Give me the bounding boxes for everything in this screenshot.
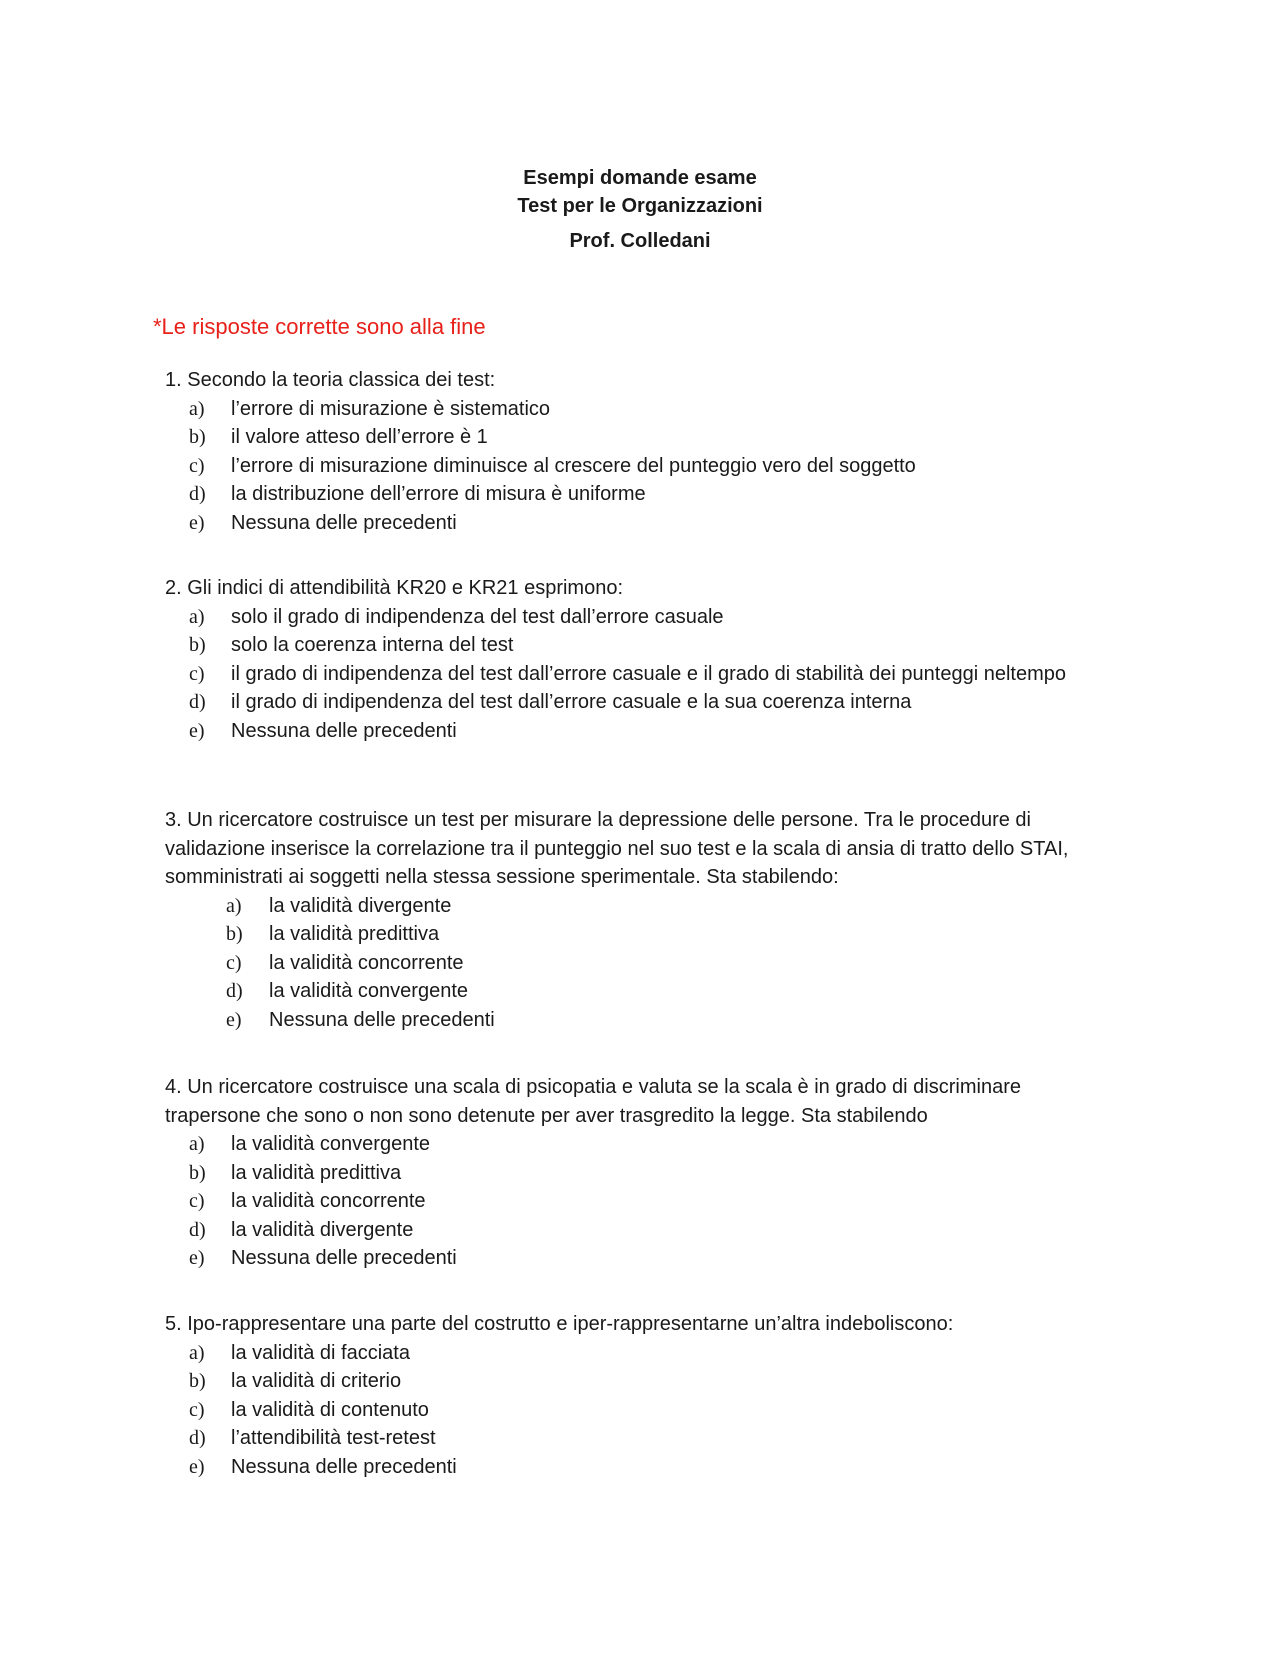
option-text: la validità predittiva (269, 923, 440, 945)
option-letter: e) (189, 1247, 205, 1269)
option-letter: b) (226, 923, 243, 945)
option-text: la validità di contenuto (231, 1398, 429, 1421)
option-letter: b) (189, 426, 206, 448)
option-c (165, 1396, 1095, 1425)
option-c (165, 660, 1095, 689)
question-text: 3. Un ricercatore costruisce un test per misurare la depressione delle persone. Tra le procedure di validazione inserisce la correlazione tra il punteggio nel suo test e la scala di ansia di tratto dello STAI, somministrati ai soggetti nella stessa sessione sperimentale. Sta stabilendo: (165, 809, 1069, 888)
document-title: Esempi domande esame (523, 167, 757, 189)
option-e (165, 1006, 1095, 1035)
option-a (165, 603, 1095, 632)
option-a (165, 1339, 1095, 1368)
options-list (165, 892, 1095, 1035)
option-text: il grado di indipendenza del test dall’errore casuale e la sua coerenza interna (231, 691, 912, 713)
options-list (165, 1339, 1095, 1482)
option-a (165, 395, 1095, 424)
option-letter: e) (189, 1455, 205, 1478)
question-text: 5. Ipo-rappresentare una parte del costrutto e iper-rappresentarne un’altra indeboliscono: (165, 1313, 954, 1335)
option-c (165, 452, 1095, 481)
option-letter: b) (189, 1161, 206, 1184)
option-text: Nessuna delle precedenti (231, 1455, 457, 1478)
options-list (165, 395, 1095, 538)
option-d (165, 977, 1095, 1006)
question-3 (165, 806, 1095, 1034)
option-letter: c) (189, 1398, 205, 1421)
option-text: la validità divergente (269, 894, 452, 917)
option-d (165, 1216, 1095, 1245)
question-text: 4. Un ricercatore costruisce una scala di psicopatia e valuta se la scala è in grado di discriminare trapersone che sono o non sono detenute per aver trasgredito la legge. Sta stabilendo (165, 1076, 1021, 1127)
option-e (165, 717, 1095, 746)
option-text: la validità predittiva (231, 1161, 402, 1184)
option-letter: d) (189, 483, 206, 505)
option-letter: b) (189, 1370, 206, 1392)
option-d (165, 480, 1095, 509)
course-title: Test per le Organizzazioni (517, 195, 763, 217)
option-letter: c) (226, 951, 242, 974)
option-letter: a) (189, 1341, 205, 1364)
option-text: la validità convergente (231, 1133, 431, 1155)
option-letter: c) (189, 454, 205, 477)
option-letter: a) (226, 894, 242, 917)
option-a (165, 1130, 1095, 1159)
option-letter: a) (189, 1133, 205, 1155)
option-letter: d) (189, 1218, 206, 1241)
question-5 (165, 1310, 1095, 1481)
option-b (165, 423, 1095, 452)
option-e (165, 1244, 1095, 1273)
option-letter: d) (189, 1427, 206, 1449)
option-text: la validità concorrente (231, 1190, 426, 1212)
option-c (165, 1187, 1095, 1216)
option-b (165, 631, 1095, 660)
option-text: Nessuna delle precedenti (269, 1008, 495, 1031)
option-text: la distribuzione dell’errore di misura è uniforme (231, 483, 646, 505)
question-text: 2. Gli indici di attendibilità KR20 e KR21 esprimono: (165, 577, 624, 599)
option-letter: c) (189, 1190, 205, 1212)
professor-name: Prof. Colledani (569, 230, 711, 252)
question-4 (165, 1073, 1095, 1273)
answers-notice: *Le risposte corrette sono alla fine (153, 314, 486, 339)
option-text: solo la coerenza interna del test (231, 634, 514, 656)
question-text: 1. Secondo la teoria classica dei test: (165, 369, 496, 391)
option-c (165, 949, 1095, 978)
option-text: Nessuna delle precedenti (231, 719, 457, 742)
option-letter: c) (189, 662, 205, 685)
option-e (165, 509, 1095, 538)
option-text: la validità di criterio (231, 1370, 402, 1392)
option-letter: d) (226, 980, 243, 1002)
option-letter: a) (189, 605, 205, 628)
option-d (165, 688, 1095, 717)
question-1 (165, 366, 1095, 537)
option-letter: e) (189, 719, 205, 742)
question-2 (165, 574, 1095, 745)
option-text: il valore atteso dell’errore è 1 (231, 426, 488, 448)
option-e (165, 1453, 1095, 1482)
option-text: la validità divergente (231, 1218, 414, 1241)
option-d (165, 1424, 1095, 1453)
options-list (165, 603, 1095, 746)
option-text: la validità concorrente (269, 951, 464, 974)
option-text: la validità di facciata (231, 1341, 410, 1364)
option-text: Nessuna delle precedenti (231, 1247, 457, 1269)
option-text: il grado di indipendenza del test dall’errore casuale e il grado di stabilità dei punteggi neltempo (231, 662, 1066, 685)
option-b (165, 920, 1095, 949)
option-text: Nessuna delle precedenti (231, 511, 457, 534)
option-letter: e) (189, 511, 205, 534)
option-text: l’attendibilità test-retest (231, 1427, 436, 1449)
option-letter: e) (226, 1008, 242, 1031)
option-letter: b) (189, 634, 206, 656)
options-list (165, 1130, 1095, 1273)
option-text: la validità convergente (269, 980, 469, 1002)
option-b (165, 1159, 1095, 1188)
option-letter: d) (189, 691, 206, 713)
option-b (165, 1367, 1095, 1396)
option-text: l’errore di misurazione è sistematico (231, 397, 551, 420)
option-text: l’errore di misurazione diminuisce al crescere del punteggio vero del soggetto (231, 454, 916, 477)
option-text: solo il grado di indipendenza del test dall’errore casuale (231, 605, 724, 628)
option-a (165, 892, 1095, 921)
option-letter: a) (189, 397, 205, 420)
